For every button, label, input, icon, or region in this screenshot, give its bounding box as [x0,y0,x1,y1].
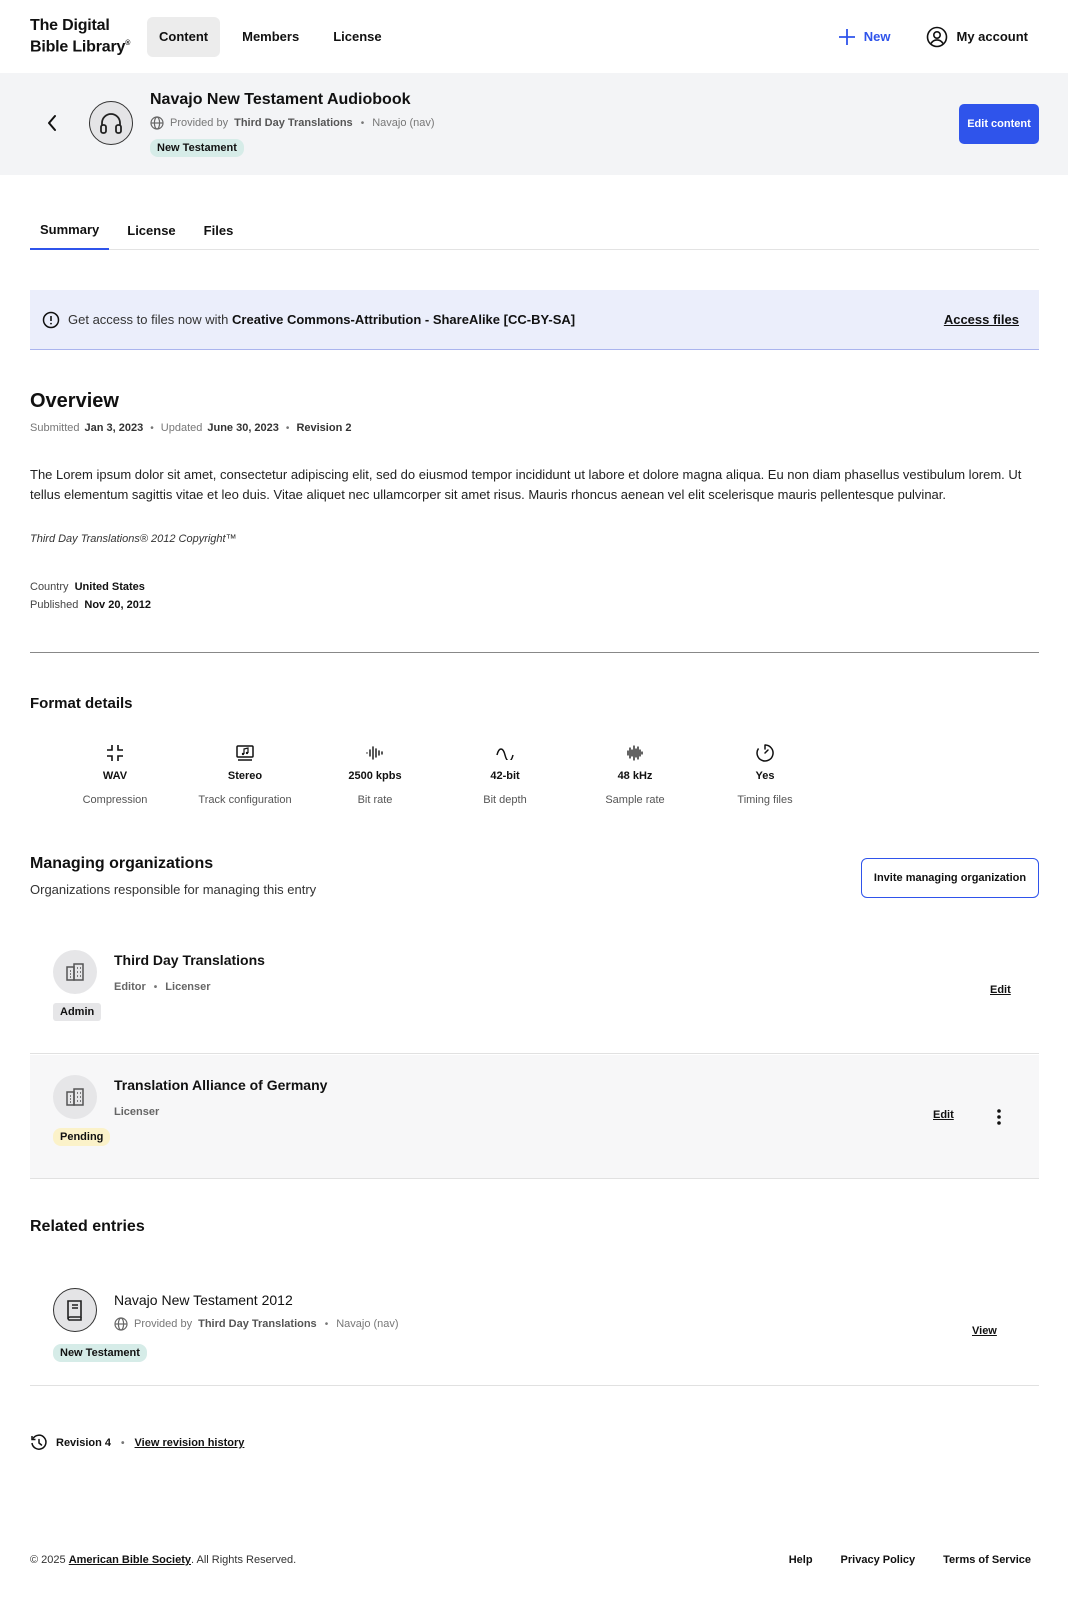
managing-organizations-heading: Managing organizations [30,855,214,872]
format-details-heading: Format details [30,695,133,712]
user-circle-icon [926,26,948,48]
format-label: Track configuration [198,794,292,806]
banner-license: Creative Commons-Attribution - ShareAlike [CC-BY-SA] [232,312,576,327]
info-icon [42,311,60,329]
edit-content-button[interactable]: Edit content [959,104,1039,144]
updated-label: Updated [160,422,203,434]
submitted-label: Submitted [30,422,80,434]
published-label: Published [30,599,79,611]
logo-registered-mark: ® [125,39,131,47]
separator-dot: • [153,981,158,993]
format-label: Bit depth [483,794,527,806]
organization-name: Translation Alliance of Germany [114,1077,328,1093]
view-related-entry-link[interactable]: View [972,1325,997,1337]
entry-header [0,73,1068,175]
access-banner [30,290,1039,350]
format-value: Yes [755,770,775,782]
country-value: United States [74,581,145,593]
new-button-label: New [863,29,891,44]
country-label: Country [30,581,69,593]
managing-organizations-subtitle: Organizations responsible for managing this entry [30,882,317,897]
separator-dot: • [150,422,154,434]
format-timing-files [700,742,830,806]
footer-privacy-link[interactable]: Privacy Policy [840,1554,916,1566]
separator-dot: • [285,422,290,434]
vertical-dots-icon [996,1108,1002,1126]
copyright-prefix: © 2025 [30,1554,66,1566]
view-revision-history-link[interactable]: View revision history [134,1437,245,1449]
building-icon [63,1086,87,1108]
admin-badge: Admin [53,1003,101,1021]
compress-icon [105,743,125,763]
organization-avatar [53,950,97,994]
format-track-configuration [180,742,310,806]
logo-line-2: Bible Library [30,38,126,56]
overview-meta [30,422,351,434]
format-value: WAV [102,770,128,782]
overview-facts [30,578,151,614]
sine-wave-icon [495,746,515,760]
my-account-button[interactable] [926,26,1028,48]
entry-title: Navajo New Testament Audiobook [150,91,411,108]
submitted-date: Jan 3, 2023 [84,422,144,434]
tab-bar [30,210,1039,250]
language-label: Navajo (nav) [336,1318,399,1330]
format-label: Sample rate [605,794,665,806]
globe-icon [114,1317,128,1331]
book-avatar [53,1288,97,1332]
format-details-list [50,742,830,806]
tab-summary[interactable]: Summary [30,210,109,250]
timer-icon [755,743,775,763]
revision-number: Revision 2 [296,422,352,434]
organization-row [30,1055,1039,1179]
page-footer [30,1554,1039,1566]
format-value: 48 kHz [617,770,653,782]
pending-badge: Pending [53,1128,110,1146]
published-value: Nov 20, 2012 [84,599,152,611]
top-navigation-bar [0,0,1068,73]
footer-help-link[interactable]: Help [788,1554,813,1566]
my-account-label: My account [956,29,1028,44]
plus-icon [838,28,856,46]
related-entry-row [30,1280,1039,1386]
overview-description: The Lorem ipsum dolor sit amet, consectetur adipiscing elit, sed do eiusmod tempor incididunt ut labore et dolore magna aliqua. Eu non diam phasellus vestibulum lorem. Ut tellus elementum sagittis vitae et leo duis. Vitae aliquet nec ullamcorper sit amet risus. Mauris rhoncus aenean vel elit scelerisque mauris pellentesque pulvinar. [30,467,1022,502]
overview-heading: Overview [30,390,119,412]
separator-dot: • [121,1437,125,1449]
organization-roles [114,1106,159,1118]
current-revision-label: Revision 4 [56,1437,112,1449]
provider-name: Third Day Translations [234,117,353,129]
access-files-link[interactable]: Access files [943,312,1019,327]
organization-link[interactable]: American Bible Society [68,1554,191,1566]
provided-by-label: Provided by [170,117,229,129]
format-sample-rate [570,742,700,806]
format-value: 42-bit [490,770,520,782]
organization-avatar [53,1075,97,1119]
sample-wave-icon [625,744,645,762]
nav-content[interactable]: Content [147,17,220,57]
format-value: Stereo [227,770,263,782]
entry-meta [150,116,435,130]
back-button[interactable] [42,111,62,135]
headphones-icon [98,111,124,135]
updated-date: June 30, 2023 [207,422,279,434]
logo-line-1: The Digital [30,16,110,34]
format-compression [50,742,180,806]
role-label: Licenser [114,1106,160,1118]
nav-license[interactable]: License [333,29,382,44]
related-entries-heading: Related entries [30,1218,145,1235]
chevron-left-icon [46,114,58,132]
organization-roles [114,981,211,993]
site-logo[interactable] [30,17,143,56]
tab-files[interactable]: Files [203,222,234,238]
role-label: Editor [114,981,146,993]
related-entry-name: Navajo New Testament 2012 [114,1292,293,1308]
track-config-icon [235,744,255,762]
footer-terms-link[interactable]: Terms of Service [943,1554,1031,1566]
section-divider [30,652,1039,653]
organization-name: Third Day Translations [114,952,265,968]
format-value: 2500 kpbs [348,770,402,782]
building-icon [63,961,87,983]
history-icon [30,1434,48,1452]
copyright-suffix: . All Rights Reserved. [190,1554,297,1566]
format-bit-rate [310,742,440,806]
provider-name: Third Day Translations [198,1318,317,1330]
globe-icon [150,116,164,130]
nav-members[interactable]: Members [242,29,300,44]
main-nav [147,17,394,57]
banner-text: Get access to files now with [68,312,229,327]
role-label: Licenser [165,981,211,993]
book-icon [64,1298,86,1322]
waveform-icon [365,744,385,762]
provided-by-label: Provided by [134,1318,193,1330]
related-entry-meta [114,1317,399,1331]
separator-dot: • [324,1318,329,1330]
format-label: Compression [82,794,148,806]
language-label: Navajo (nav) [372,117,435,129]
testament-tag: New Testament [53,1344,147,1362]
format-label: Timing files [737,794,793,806]
invite-managing-organization-button[interactable]: Invite managing organization [861,858,1039,898]
more-options-button[interactable] [992,1107,1006,1127]
tab-license[interactable]: License [127,222,176,238]
copyright-note: Third Day Translations® 2012 Copyright™ [30,533,237,545]
separator-dot: • [360,117,365,129]
edit-organization-link[interactable]: Edit [990,984,1011,996]
new-button[interactable] [838,28,891,46]
organization-row [30,930,1039,1054]
revision-bar [30,1434,244,1452]
edit-organization-link[interactable]: Edit [933,1109,954,1121]
format-label: Bit rate [357,794,393,806]
format-bit-depth [440,742,570,806]
testament-tag: New Testament [150,139,244,157]
headphones-avatar [89,101,133,145]
